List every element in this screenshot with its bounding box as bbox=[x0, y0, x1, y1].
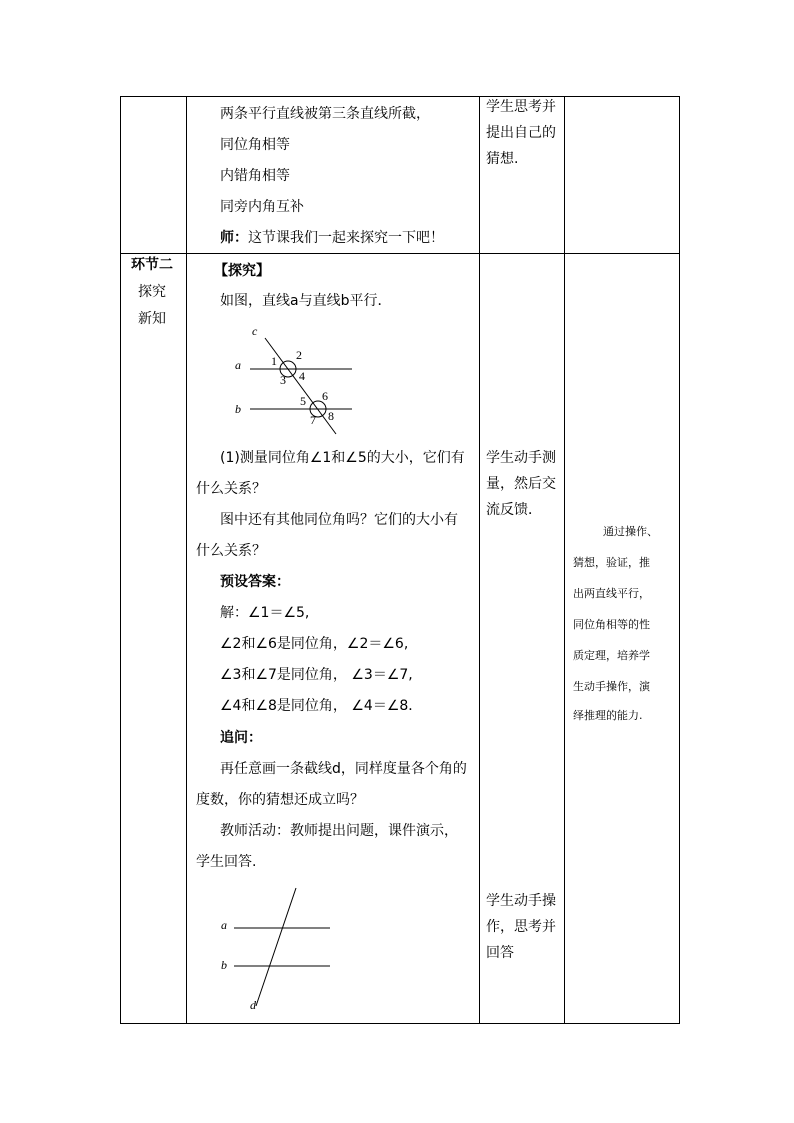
row-divider bbox=[120, 253, 680, 254]
parallel-lines-figure-1 bbox=[228, 323, 378, 438]
label-d: d bbox=[250, 998, 256, 1012]
student-response-2-line-2: 量，然后交 bbox=[486, 476, 556, 492]
question-1-line-1: (1)测量同位角∠1和∠5的大小，它们有 bbox=[220, 450, 465, 466]
answer-line-1: 解：∠1＝∠5, bbox=[220, 605, 310, 621]
angle-label-4: 4 bbox=[299, 369, 305, 383]
angle-label-7: 7 bbox=[310, 413, 316, 427]
student-response-1-line-1: 学生思考并 bbox=[486, 99, 556, 115]
transversal-d bbox=[256, 888, 296, 1006]
followup-line-2: 度数，你的猜想还成立吗？ bbox=[196, 792, 364, 808]
student-response-1-line-3: 猜想. bbox=[486, 151, 519, 167]
conjecture-line-2: 同位角相等 bbox=[220, 137, 290, 153]
angle-label-2: 2 bbox=[296, 348, 302, 362]
teacher-text: 这节课我们一起来探究一下吧！ bbox=[248, 230, 444, 246]
angle-label-1: 1 bbox=[271, 354, 277, 368]
conjecture-line-4: 同旁内角互补 bbox=[220, 199, 304, 215]
answer-line-3: ∠3和∠7是同位角， ∠3＝∠7, bbox=[220, 667, 413, 683]
followup-label: 追问： bbox=[220, 730, 262, 746]
intro-text: 如图，直线a与直线b平行． bbox=[220, 293, 392, 309]
teacher-activity-line-2: 学生回答. bbox=[196, 854, 257, 870]
angle-label-6: 6 bbox=[322, 389, 328, 403]
student-response-2-line-1: 学生动手测 bbox=[486, 450, 556, 466]
table-right-border bbox=[679, 96, 680, 1024]
design-intent-line-2: 猜想，验证，推 bbox=[573, 556, 650, 569]
teacher-activity-line-1: 教师活动：教师提出问题，课件演示， bbox=[220, 823, 458, 839]
design-intent-line-7: 绎推理的能力. bbox=[573, 709, 643, 722]
explore-heading: 【探究】 bbox=[214, 263, 270, 279]
design-intent-line-6: 生动手操作，演 bbox=[573, 680, 650, 693]
table-top-border bbox=[120, 96, 680, 97]
question-2-line-1: 图中还有其他同位角吗？它们的大小有 bbox=[220, 512, 458, 528]
angle-label-3: 3 bbox=[280, 373, 286, 387]
angle-label-8: 8 bbox=[328, 409, 334, 423]
teacher-line bbox=[220, 229, 444, 247]
section-label: 环节二 bbox=[131, 257, 173, 273]
parallel-lines-figure-2 bbox=[214, 884, 344, 1014]
student-response-3-line-1: 学生动手操 bbox=[486, 893, 556, 909]
section-name-line-2: 新知 bbox=[138, 311, 166, 327]
design-intent-line-4: 同位角相等的性 bbox=[573, 618, 650, 631]
question-2-line-2: 什么关系？ bbox=[196, 543, 266, 559]
question-1-line-2: 什么关系？ bbox=[196, 481, 266, 497]
section-name-line-1: 探究 bbox=[138, 284, 166, 300]
angle-label-5: 5 bbox=[300, 394, 306, 408]
conjecture-line-3: 内错角相等 bbox=[220, 168, 290, 184]
column-divider-1 bbox=[186, 96, 187, 1024]
label-a: a bbox=[235, 358, 241, 372]
answer-line-2: ∠2和∠6是同位角，∠2＝∠6, bbox=[220, 636, 409, 652]
design-intent-line-1: 通过操作、 bbox=[603, 525, 658, 538]
label-b: b bbox=[221, 958, 227, 972]
label-c: c bbox=[252, 324, 258, 338]
column-divider-3 bbox=[564, 96, 565, 1024]
student-response-2-line-3: 流反馈． bbox=[486, 502, 542, 518]
teacher-label: 师： bbox=[220, 230, 248, 246]
design-intent-line-5: 质定理，培养学 bbox=[573, 649, 650, 662]
student-response-1-line-2: 提出自己的 bbox=[486, 125, 556, 141]
label-b: b bbox=[235, 402, 241, 416]
answer-line-4: ∠4和∠8是同位角， ∠4＝∠8． bbox=[220, 698, 423, 714]
table-bottom-border bbox=[120, 1023, 680, 1024]
column-divider-2 bbox=[479, 96, 480, 1024]
conjecture-line-1: 两条平行直线被第三条直线所截， bbox=[220, 106, 430, 122]
student-response-3-line-2: 作，思考并 bbox=[486, 919, 556, 935]
design-intent-line-3: 出两直线平行， bbox=[573, 587, 650, 600]
followup-line-1: 再任意画一条截线d，同样度量各个角的 bbox=[220, 761, 467, 777]
label-a: a bbox=[221, 918, 227, 932]
student-response-3-line-3: 回答 bbox=[486, 945, 514, 961]
table-left-border bbox=[120, 96, 121, 1024]
answer-label: 预设答案： bbox=[220, 574, 290, 590]
